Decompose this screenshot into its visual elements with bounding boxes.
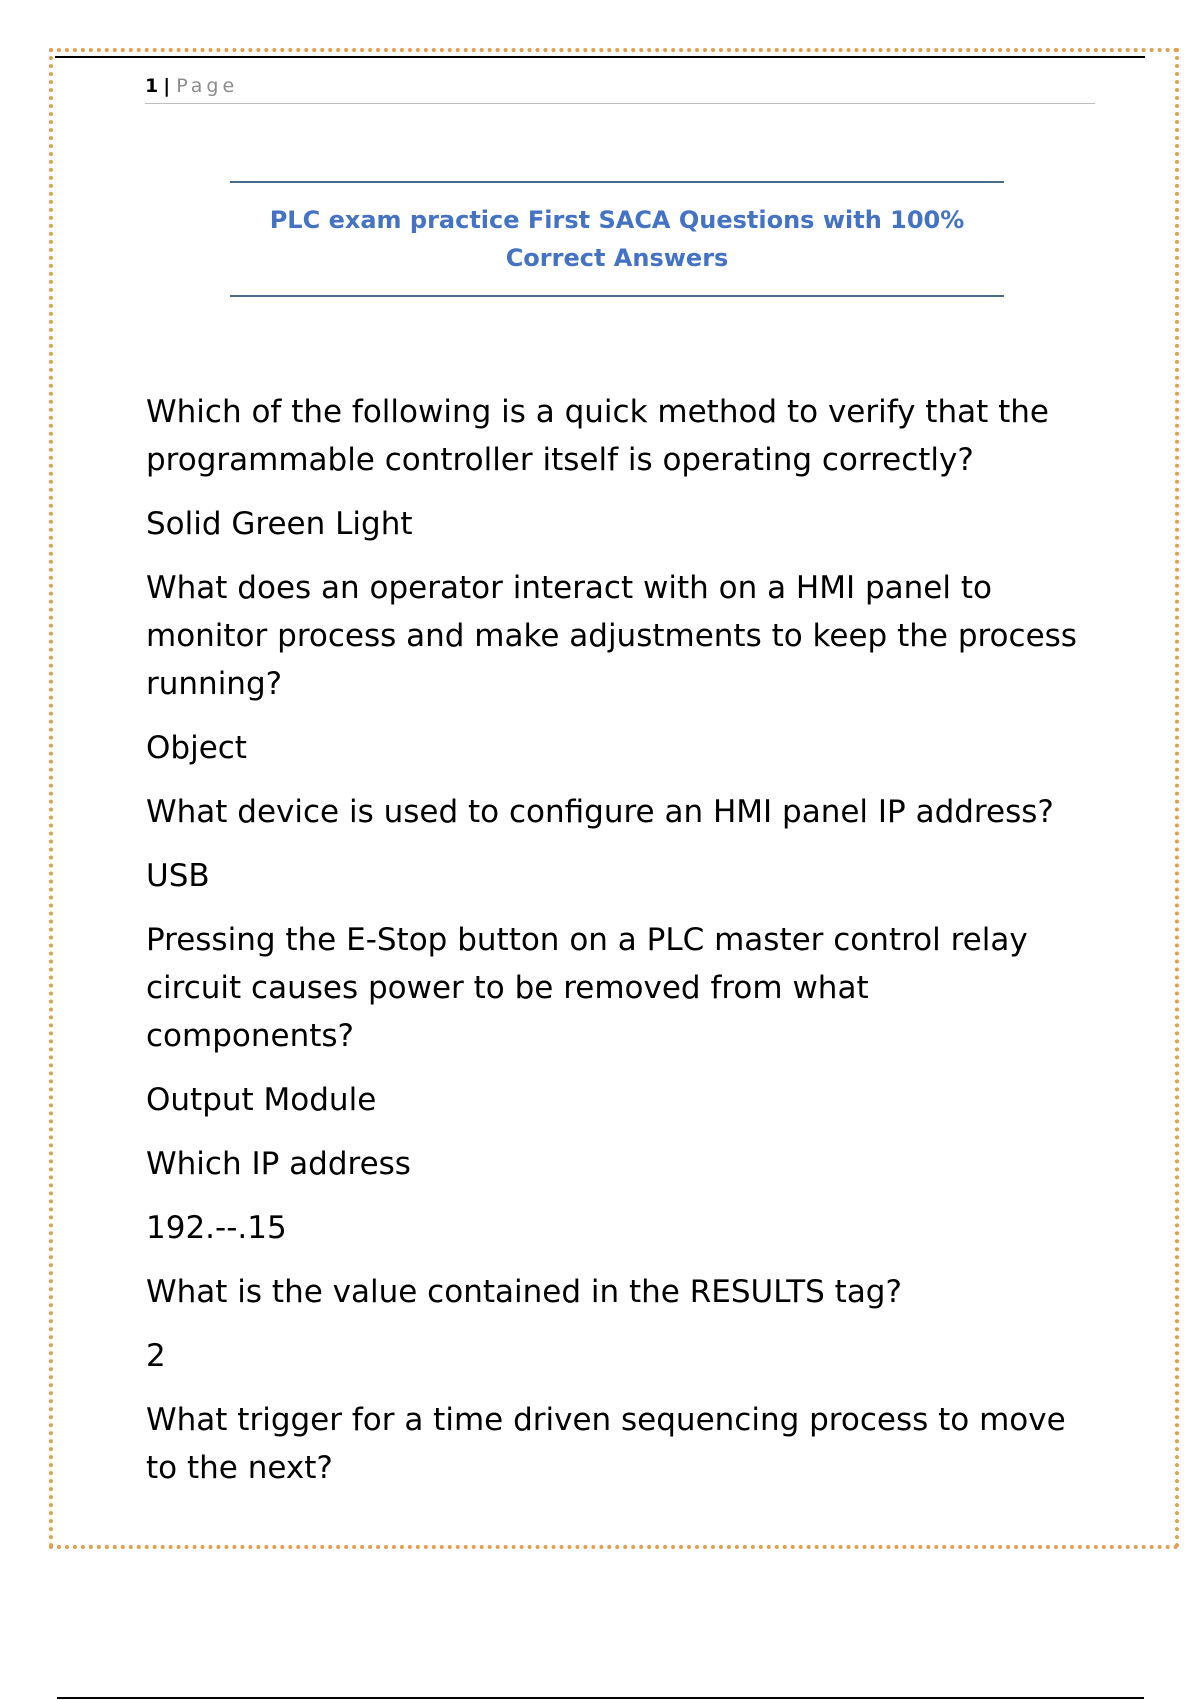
question-7: What trigger for a time driven sequencing process to move to the next?	[146, 1402, 1066, 1486]
question-2: What does an operator interact with on a HMI panel to monitor process and make adjustments to keep the process running?	[146, 570, 1077, 702]
question-1: Which of the following is a quick method to verify that the programmable controller itself is operating correctly?	[146, 394, 1049, 478]
answer-2: Object	[146, 730, 247, 766]
page-separator: |	[163, 75, 171, 97]
question-4: Pressing the E-Stop button on a PLC master control relay circuit causes power to be removed from what components?	[146, 922, 1028, 1054]
title-block	[230, 181, 1004, 297]
top-rule	[55, 56, 1145, 58]
question-6: What is the value contained in the RESULTS tag?	[146, 1274, 902, 1310]
page-label: Page	[176, 75, 239, 97]
answer-1: Solid Green Light	[146, 506, 413, 542]
page-header	[145, 73, 1095, 104]
question-3: What device is used to configure an HMI panel IP address?	[146, 794, 1054, 830]
bottom-rule	[57, 1697, 1144, 1699]
qa-list	[146, 388, 1086, 1508]
page-number: 1	[145, 75, 159, 97]
answer-6: 2	[146, 1338, 166, 1374]
answer-4: Output Module	[146, 1082, 377, 1118]
answer-3: USB	[146, 858, 210, 894]
document-title: PLC exam practice First SACA Questions with 100% Correct Answers	[269, 206, 965, 272]
answer-5: 192.--.15	[146, 1210, 287, 1246]
question-5: Which IP address	[146, 1146, 411, 1182]
